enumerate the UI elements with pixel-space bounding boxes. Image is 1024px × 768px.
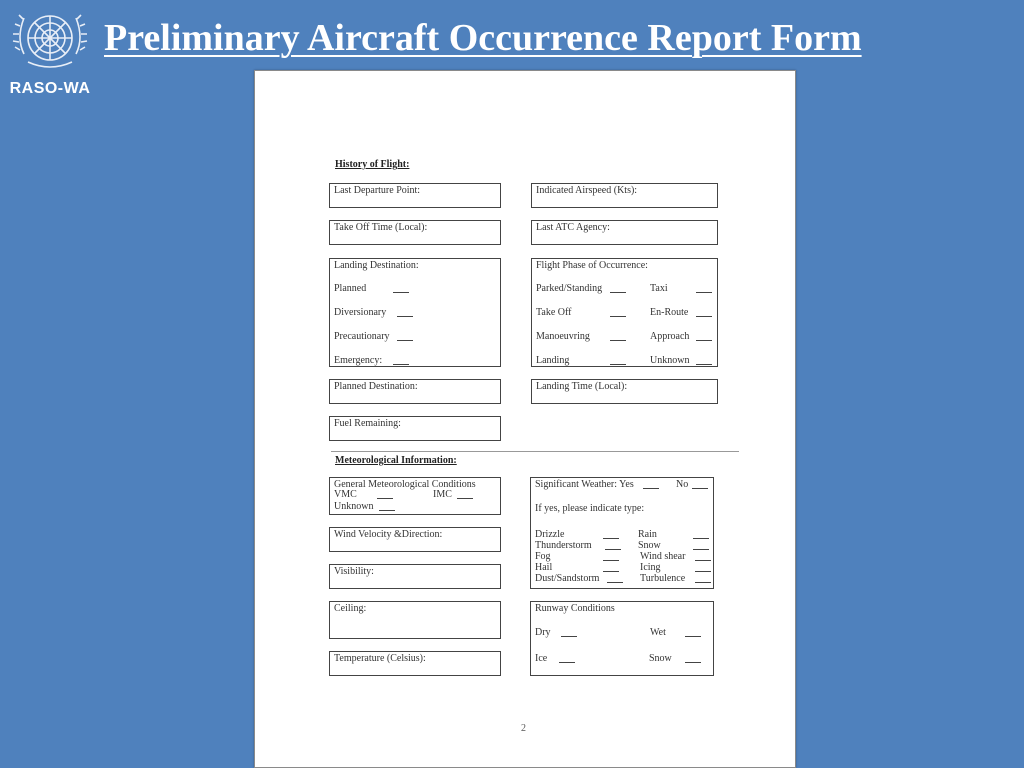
runway-conditions-box bbox=[530, 601, 714, 676]
phase-blank[interactable] bbox=[610, 284, 626, 293]
ceiling-field[interactable] bbox=[329, 601, 501, 639]
general-met-label: General Meteorological Conditions bbox=[334, 479, 476, 490]
landing-option-label: Precautionary bbox=[334, 331, 390, 342]
logo-text: RASO-WA bbox=[9, 80, 91, 97]
wx-blank[interactable] bbox=[693, 541, 709, 550]
wx-blank[interactable] bbox=[695, 552, 711, 561]
wx-option[interactable] bbox=[535, 529, 564, 540]
page-title: Preliminary Aircraft Occurrence Report Form bbox=[104, 17, 862, 59]
wx-label: Wind shear bbox=[640, 551, 686, 562]
landing-option-blank[interactable] bbox=[393, 284, 409, 293]
planned-destination-field[interactable] bbox=[329, 379, 501, 404]
wx-blank[interactable] bbox=[603, 563, 619, 572]
form-page bbox=[254, 70, 796, 768]
un-emblem-icon bbox=[10, 2, 90, 78]
sig-weather-no[interactable] bbox=[676, 479, 688, 490]
wx-label: Rain bbox=[638, 529, 657, 540]
raso-wa-logo bbox=[4, 2, 96, 100]
wx-label: Thunderstorm bbox=[535, 540, 592, 551]
landing-destination-label: Landing Destination: bbox=[334, 260, 419, 271]
phase-option[interactable] bbox=[536, 307, 572, 318]
phase-label: En-Route bbox=[650, 307, 689, 318]
wx-option[interactable] bbox=[535, 540, 592, 551]
sig-weather-no-blank[interactable] bbox=[692, 480, 708, 489]
wx-label: Icing bbox=[640, 562, 661, 573]
wx-option[interactable] bbox=[535, 551, 551, 562]
landing-option-label: Emergency: bbox=[334, 355, 383, 366]
sig-weather-no-label: No bbox=[676, 479, 689, 490]
sig-weather-yes[interactable] bbox=[535, 479, 634, 490]
page-number: 2 bbox=[521, 723, 526, 734]
imc-option[interactable] bbox=[433, 489, 452, 500]
unknown-label: Unknown bbox=[334, 501, 374, 512]
wx-label: Fog bbox=[535, 551, 551, 562]
fuel-remaining-label: Fuel Remaining: bbox=[334, 418, 401, 429]
runway-blank[interactable] bbox=[685, 628, 701, 637]
takeoff-time-label: Take Off Time (Local): bbox=[334, 222, 428, 233]
phase-blank[interactable] bbox=[610, 332, 626, 341]
phase-option[interactable] bbox=[536, 355, 569, 366]
wx-blank[interactable] bbox=[607, 574, 623, 583]
wx-blank[interactable] bbox=[693, 530, 709, 539]
runway-blank[interactable] bbox=[559, 654, 575, 663]
phase-option[interactable] bbox=[650, 355, 689, 366]
planned-destination-label: Planned Destination: bbox=[334, 381, 418, 392]
fuel-remaining-field[interactable] bbox=[329, 416, 501, 441]
landing-option-blank[interactable] bbox=[397, 332, 413, 341]
landing-option-label: Diversionary bbox=[334, 307, 387, 318]
phase-blank[interactable] bbox=[696, 308, 712, 317]
last-departure-field[interactable] bbox=[329, 183, 501, 208]
visibility-field[interactable] bbox=[329, 564, 501, 589]
sig-weather-yes-blank[interactable] bbox=[643, 480, 659, 489]
phase-option[interactable] bbox=[650, 283, 668, 294]
flight-phase-label: Flight Phase of Occurrence: bbox=[536, 260, 648, 271]
unknown-blank[interactable] bbox=[379, 502, 395, 511]
wx-option[interactable] bbox=[535, 562, 552, 573]
wx-blank[interactable] bbox=[605, 541, 621, 550]
wx-option[interactable] bbox=[535, 573, 599, 584]
phase-label: Manoeuvring bbox=[536, 331, 590, 342]
phase-label: Take Off bbox=[536, 307, 572, 318]
landing-time-label: Landing Time (Local): bbox=[536, 381, 628, 392]
last-atc-field[interactable] bbox=[531, 220, 718, 245]
history-heading: History of Flight: bbox=[335, 159, 410, 170]
landing-option-precautionary[interactable] bbox=[334, 331, 390, 342]
phase-blank[interactable] bbox=[696, 332, 712, 341]
landing-option-planned[interactable] bbox=[334, 283, 366, 294]
runway-label: Ice bbox=[535, 653, 548, 664]
phase-blank[interactable] bbox=[696, 356, 712, 365]
section-divider bbox=[331, 451, 739, 452]
wx-blank[interactable] bbox=[695, 563, 711, 572]
wx-label: Drizzle bbox=[535, 529, 565, 540]
phase-blank[interactable] bbox=[610, 356, 626, 365]
phase-option[interactable] bbox=[650, 331, 689, 342]
runway-option[interactable] bbox=[650, 627, 666, 638]
landing-option-blank[interactable] bbox=[397, 308, 413, 317]
wx-blank[interactable] bbox=[695, 574, 711, 583]
phase-label: Parked/Standing bbox=[536, 283, 603, 294]
wind-label: Wind Velocity &Direction: bbox=[334, 529, 443, 540]
if-yes-text: If yes, please indicate type: bbox=[535, 503, 645, 514]
temperature-field[interactable] bbox=[329, 651, 501, 676]
phase-label: Taxi bbox=[650, 283, 668, 294]
phase-option[interactable] bbox=[536, 283, 602, 294]
wx-label: Snow bbox=[638, 540, 661, 551]
last-atc-label: Last ATC Agency: bbox=[536, 222, 610, 233]
phase-blank[interactable] bbox=[610, 308, 626, 317]
runway-option[interactable] bbox=[535, 627, 551, 638]
wx-option[interactable] bbox=[638, 540, 661, 551]
runway-option[interactable] bbox=[535, 653, 547, 664]
runway-label: Wet bbox=[650, 627, 666, 638]
landing-option-label: Planned bbox=[334, 283, 367, 294]
indicated-airspeed-field[interactable] bbox=[531, 183, 718, 208]
wx-option[interactable] bbox=[640, 562, 661, 573]
landing-time-field[interactable] bbox=[531, 379, 718, 404]
ceiling-label: Ceiling: bbox=[334, 603, 367, 614]
wx-label: Dust/Sandstorm bbox=[535, 573, 600, 584]
phase-blank[interactable] bbox=[696, 284, 712, 293]
imc-label: IMC bbox=[433, 489, 452, 500]
visibility-label: Visibility: bbox=[334, 566, 374, 577]
landing-option-diversionary[interactable] bbox=[334, 307, 386, 318]
indicated-airspeed-label: Indicated Airspeed (Kts): bbox=[536, 185, 638, 196]
wx-label: Turbulence bbox=[640, 573, 686, 584]
landing-option-emergency[interactable] bbox=[334, 355, 382, 366]
wx-blank[interactable] bbox=[603, 552, 619, 561]
unknown-option[interactable] bbox=[334, 501, 373, 512]
phase-label: Landing bbox=[536, 355, 570, 366]
phase-option[interactable] bbox=[650, 307, 688, 318]
takeoff-time-field[interactable] bbox=[329, 220, 501, 245]
runway-option[interactable] bbox=[649, 653, 672, 664]
runway-label: Snow bbox=[649, 653, 672, 664]
wind-field[interactable] bbox=[329, 527, 501, 552]
runway-conditions-label: Runway Conditions bbox=[535, 603, 615, 614]
landing-option-blank[interactable] bbox=[393, 356, 409, 365]
runway-label: Dry bbox=[535, 627, 551, 638]
wx-option[interactable] bbox=[640, 551, 685, 562]
vmc-blank[interactable] bbox=[377, 490, 393, 499]
wx-option[interactable] bbox=[640, 573, 685, 584]
form-document bbox=[255, 71, 795, 767]
runway-blank[interactable] bbox=[685, 654, 701, 663]
wx-option[interactable] bbox=[638, 529, 657, 540]
vmc-option[interactable] bbox=[334, 489, 357, 500]
sig-weather-label: Significant Weather: Yes bbox=[535, 479, 634, 490]
imc-blank[interactable] bbox=[457, 490, 473, 499]
phase-option[interactable] bbox=[536, 331, 590, 342]
runway-blank[interactable] bbox=[561, 628, 577, 637]
met-heading: Meteorological Information: bbox=[335, 455, 457, 466]
phase-label: Unknown bbox=[650, 355, 690, 366]
wx-blank[interactable] bbox=[603, 530, 619, 539]
vmc-label: VMC bbox=[334, 489, 357, 500]
last-departure-label: Last Departure Point: bbox=[334, 185, 421, 196]
temperature-label: Temperature (Celsius): bbox=[334, 653, 426, 664]
phase-label: Approach bbox=[650, 331, 690, 342]
wx-label: Hail bbox=[535, 562, 553, 573]
